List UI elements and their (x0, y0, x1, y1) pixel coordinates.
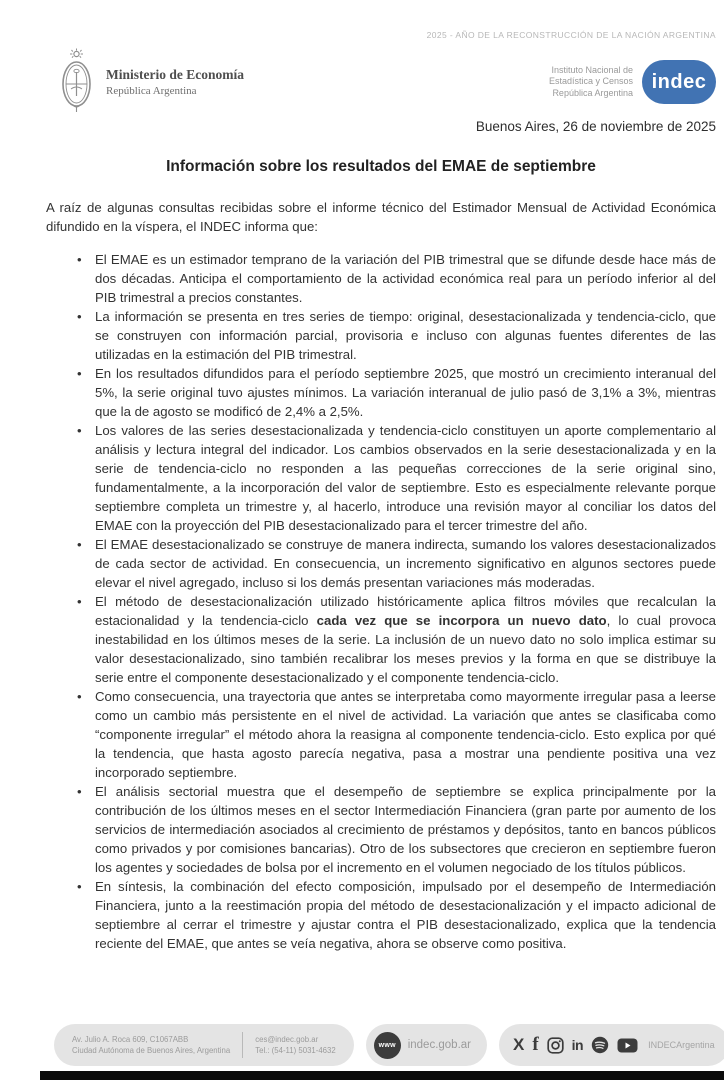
bullet-item: • Como consecuencia, una trayectoria que antes se interpretaba como mayormente irregular pasa a leerse como un cambio más persistente en el nivel de actividad. La variación que antes se clasificaba como “componente irregular” el método ahora la reasigna al componente tendencia-ciclo. Esto explica por qué la tendencia, que hasta agosto parecía negativa, pasa a mostrar una pendiente positiva una vez incorporado septiembre. (95, 687, 716, 782)
address-line1: Av. Julio A. Roca 609, C1067ABB (72, 1035, 189, 1044)
bullet-item: • En los resultados difundidos para el período septiembre 2025, que mostró un crecimiento interanual del 5%, la serie original tuvo ajustes mínimos. La variación interanual de julio pasó de 3,1% a 3%, mientras que la de agosto se modificó de 2,4% a 2,5%. (95, 364, 716, 421)
bullet-item: • El EMAE desestacionalizado se construye de manera indirecta, sumando los valores desestacionalizados de cada sector de actividad. En consecuencia, un incremento significativo en algunos sectores puede elevar el nivel agregado, incluso si los demás presentan variaciones más moderadas. (95, 535, 716, 592)
bullet-item: • El método de desestacionalización utilizado históricamente aplica filtros móviles que recalculan la estacionalidad y la tendencia-ciclo cada vez que se incorpora un nuevo dato, lo cual provoca inestabilidad en los últimos meses de la serie. La inclusión de un nuevo dato no solo implica estimar su valor desestacionalizado, sino también recalibrar los meses previos y la forma en que se distribuye la serie entre el componente desestacionalizado y el componente tendencia-ciclo. (95, 592, 716, 687)
ministry-text (106, 67, 244, 97)
bullet-item: • Los valores de las series desestacionalizada y tendencia-ciclo constituyen un aporte complementario al análisis y lectura integral del indicador. Los cambios observados en la serie desestacionalizada y en la serie de tendencia-ciclo no responden a las pequeñas correcciones de la serie original sino, fundamentalmente, a la incorporación del valor de septiembre. Esto es especialmente relevante porque septiembre completa un trimestre y, al hacerlo, introduce una revisión mayor al conciliar los datos del EMAE con la proyección del PIB desestacionalizado para el tercer trimestre del año. (95, 421, 716, 535)
indec-logo-block (549, 60, 716, 104)
bullet-item: • La información se presenta en tres series de tiempo: original, desestacionalizada y tendencia-ciclo, que se construyen con información parcial, provisoria e incluso con algunas fuentes diferentes de las utilizadas en la estimación del PIB trimestral. (95, 307, 716, 364)
coat-of-arms-icon (58, 48, 95, 116)
bullet-item: • El EMAE es un estimador temprano de la variación del PIB trimestral que se difunde desde hace más de dos décadas. Anticipa el comportamiento de la actividad económica real para un período inferior al del PIB trimestral a precios constantes. (95, 250, 716, 307)
institute-line2: Estadística y Censos (548, 76, 633, 87)
bullet-item: • En síntesis, la combinación del efecto composición, impulsado por el desempeño de Intermediación Financiera, junto a la reestimación propia del método de desestacionalización y el impacto adicional de septiembre al cerrar el trimestre y ajustar contra el PIB desestacionalizado, explica que la tendencia reciente del EMAE, que antes se veía negativa, ahora se observe como positiva. (95, 877, 716, 953)
linkedin-icon: in (571, 1037, 584, 1053)
footer (54, 1024, 715, 1066)
year-motto: 2025 - AÑO DE LA RECONSTRUCCIÓN DE LA NACIÓN ARGENTINA (426, 30, 716, 40)
ministry-logo-block (58, 48, 244, 116)
bullet-item: • El análisis sectorial muestra que el desempeño de septiembre se explica principalmente por la contribución de los últimos meses en el sector Intermediación Financiera (gran parte por aumento de los servicios de intermediación asociados al crecimiento de préstamos y depósitos, tanto en bancos públicos como privados y por comisiones bancarias). Otro de los subsectores que crecieron en septiembre fueron los agentes y sociedades de bolsa por el incremento en el volumen negociado de los títulos públicos. (95, 782, 716, 877)
footer-email: ces@indec.gob.ar (255, 1035, 319, 1044)
footer-address (72, 1034, 230, 1056)
website-url: indec.gob.ar (407, 1039, 471, 1051)
institute-line3: República Argentina (552, 87, 633, 98)
document-body (46, 158, 716, 953)
bullet-list (95, 250, 716, 953)
spotify-icon (591, 1035, 609, 1055)
institute-text (549, 65, 633, 100)
footer-website-pill (366, 1024, 487, 1066)
www-icon: www (374, 1032, 401, 1059)
footer-divider (242, 1032, 243, 1058)
footer-phone: Tel.: (54-11) 5031-4632 (255, 1046, 336, 1055)
ministry-subtitle: República Argentina (106, 85, 197, 97)
x-icon: X (513, 1035, 525, 1054)
address-line2: Ciudad Autónoma de Buenos Aires, Argentina (72, 1046, 231, 1055)
footer-contact (255, 1034, 335, 1056)
facebook-icon: f (532, 1034, 539, 1055)
footer-social-pill (499, 1024, 724, 1066)
social-handle: INDECArgentina (648, 1040, 715, 1050)
instagram-icon (547, 1035, 564, 1055)
institute-line1: Instituto Nacional de (551, 64, 633, 75)
indec-logo: indec (642, 60, 716, 104)
dateline: Buenos Aires, 26 de noviembre de 2025 (475, 119, 716, 134)
intro-paragraph: A raíz de algunas consultas recibidas sobre el informe técnico del Estimador Mensual de Actividad Económica difundido en la víspera, el INDEC informa que: (46, 200, 716, 234)
ministry-name: Ministerio de Economía (106, 67, 244, 82)
bottom-black-bar (40, 1071, 724, 1080)
footer-address-pill (54, 1024, 354, 1066)
page-title: Información sobre los resultados del EMAE de septiembre (166, 158, 596, 175)
youtube-icon (617, 1035, 638, 1055)
